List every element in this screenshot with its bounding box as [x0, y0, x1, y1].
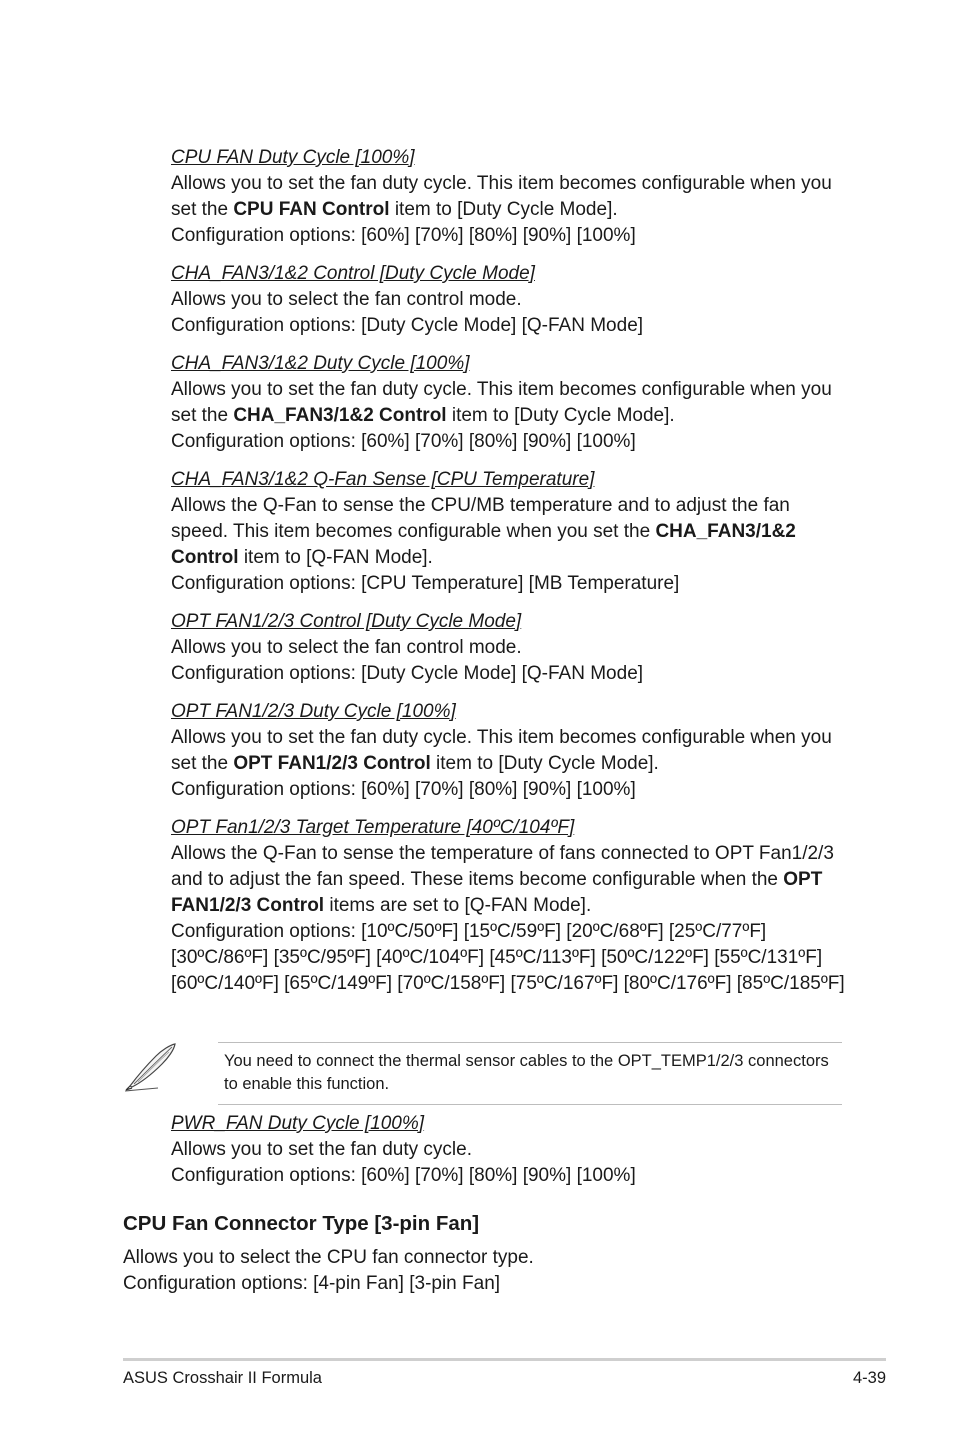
item-cha-fan-control	[171, 261, 851, 339]
item-pwr-fan-duty-cycle	[171, 1111, 851, 1189]
item-description: Allows you to set the fan duty cycle. This item becomes configurable when you set the CHA_FAN3/1&2 Control item to [Duty Cycle Mode].	[171, 379, 832, 426]
note-text: You need to connect the thermal sensor cables to the OPT_TEMP1/2/3 connectors to enable this function.	[224, 1052, 829, 1093]
item-options: Configuration options: [10ºC/50ºF] [15ºC/59ºF] [20ºC/68ºF] [25ºC/77ºF] [30ºC/86ºF] [35ºC/95ºF] [40ºC/104ºF] [45ºC/113ºF] [50ºC/122ºF] [55ºC/131ºF] [60ºC/140ºF] [65ºC/149ºF] [70ºC/158ºF] [75ºC/167ºF] [80ºC/176ºF] [85ºC/185ºF]	[171, 921, 845, 994]
item-options: Configuration options: [Duty Cycle Mode] [Q-FAN Mode]	[171, 663, 644, 684]
item-cha-fan-qfan-sense	[171, 467, 851, 597]
item-title: OPT Fan1/2/3 Target Temperature [40ºC/104ºF]	[171, 817, 575, 838]
section-options: Configuration options: [4-pin Fan] [3-pin Fan]	[123, 1273, 501, 1294]
footer-page-number: 4-39	[852, 1369, 886, 1387]
bold-setting-ref: CHA_FAN3/1&2 Control	[171, 521, 796, 568]
item-options: Configuration options: [Duty Cycle Mode] [Q-FAN Mode]	[171, 315, 644, 336]
bold-setting-ref: CHA_FAN3/1&2 Control	[233, 405, 447, 426]
item-description: Allows you to select the fan control mode.	[171, 637, 522, 658]
note-box	[118, 1042, 842, 1106]
item-cha-fan-duty-cycle	[171, 351, 851, 455]
settings-list-continued	[171, 1111, 851, 1201]
footer-manual-title: ASUS Crosshair II Formula	[123, 1369, 322, 1387]
pen-icon	[122, 1042, 178, 1092]
item-options: Configuration options: [60%] [70%] [80%] [90%] [100%]	[171, 431, 636, 452]
item-options: Configuration options: [60%] [70%] [80%] [90%] [100%]	[171, 1165, 636, 1186]
item-title: CHA_FAN3/1&2 Q-Fan Sense [CPU Temperature]	[171, 469, 595, 490]
note-divider-bottom	[218, 1104, 842, 1105]
item-opt-fan-duty-cycle	[171, 699, 851, 803]
item-description: Allows you to set the fan duty cycle. This item becomes configurable when you set the OPT FAN1/2/3 Control item to [Duty Cycle Mode].	[171, 727, 832, 774]
settings-list	[171, 145, 851, 1009]
item-description: Allows you to select the fan control mode.	[171, 289, 522, 310]
item-options: Configuration options: [CPU Temperature] [MB Temperature]	[171, 573, 680, 594]
item-cpu-fan-duty-cycle	[171, 145, 851, 249]
bold-setting-ref: OPT FAN1/2/3 Control	[171, 869, 823, 916]
section-description: Allows you to select the CPU fan connector type.	[123, 1247, 534, 1268]
item-description: Allows the Q-Fan to sense the temperature of fans connected to OPT Fan1/2/3 and to adjust the fan speed. These items become configurable when the OPT FAN1/2/3 Control items are set to [Q-FAN Mode].	[171, 843, 834, 916]
item-opt-fan-target-temperature	[171, 815, 851, 997]
item-title: CHA_FAN3/1&2 Duty Cycle [100%]	[171, 353, 470, 374]
item-description: Allows the Q-Fan to sense the CPU/MB temperature and to adjust the fan speed. This item becomes configurable when you set the CHA_FAN3/1&2 Control item to [Q-FAN Mode].	[171, 495, 796, 568]
item-options: Configuration options: [60%] [70%] [80%] [90%] [100%]	[171, 779, 636, 800]
item-opt-fan-control	[171, 609, 851, 687]
footer-divider	[123, 1358, 886, 1361]
item-options: Configuration options: [60%] [70%] [80%] [90%] [100%]	[171, 225, 636, 246]
item-title: OPT FAN1/2/3 Duty Cycle [100%]	[171, 701, 456, 722]
item-title: CHA_FAN3/1&2 Control [Duty Cycle Mode]	[171, 263, 535, 284]
item-title: PWR_FAN Duty Cycle [100%]	[171, 1113, 425, 1134]
section-body	[123, 1245, 534, 1297]
bold-setting-ref: OPT FAN1/2/3 Control	[233, 753, 431, 774]
item-title: CPU FAN Duty Cycle [100%]	[171, 147, 415, 168]
section-heading: CPU Fan Connector Type [3-pin Fan]	[123, 1212, 480, 1235]
bold-setting-ref: CPU FAN Control	[233, 199, 390, 220]
note-divider-top	[218, 1042, 842, 1043]
item-title: OPT FAN1/2/3 Control [Duty Cycle Mode]	[171, 611, 522, 632]
item-description: Allows you to set the fan duty cycle. This item becomes configurable when you set the CPU FAN Control item to [Duty Cycle Mode].	[171, 173, 832, 220]
item-description: Allows you to set the fan duty cycle.	[171, 1139, 472, 1160]
